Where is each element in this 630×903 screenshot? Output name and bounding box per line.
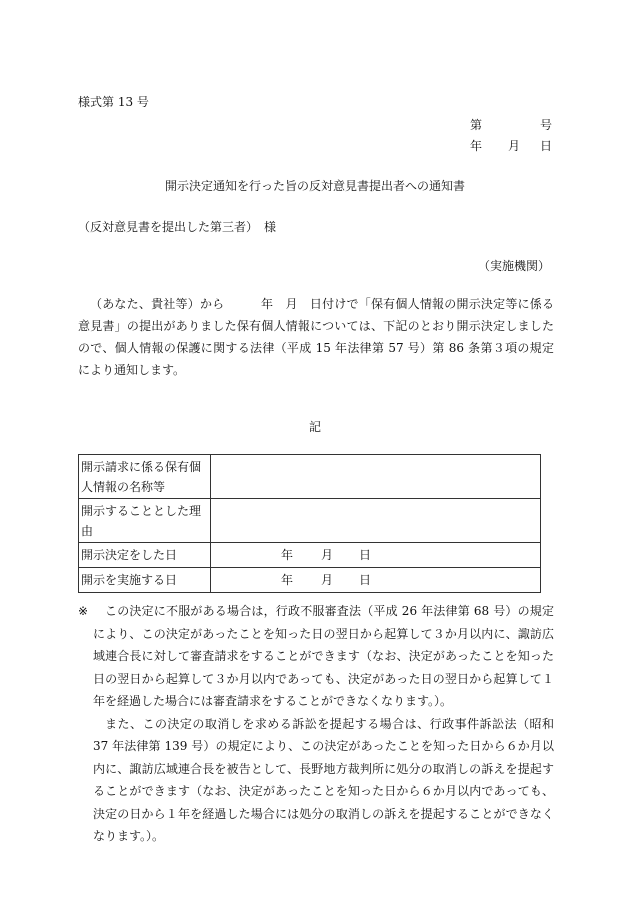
date-year: 年 (470, 139, 483, 153)
note-mark: ※ (78, 604, 89, 618)
date-day: 日 (359, 548, 372, 562)
date-year: 年 (281, 548, 294, 562)
table-row (79, 543, 541, 568)
notes-section (78, 600, 554, 848)
table-value (211, 499, 541, 543)
ki-heading: 記 (308, 420, 321, 434)
table-date-value (211, 543, 541, 568)
addressee: （反対意見書を提出した第三者） 様 (78, 220, 277, 234)
table-value (211, 455, 541, 499)
table-label: 開示することとした理由 (79, 499, 211, 543)
table-row (79, 499, 541, 543)
number-prefix: 第 (470, 118, 483, 132)
body-text: （あなた、貴社等）から 年 月 日付けで「保有個人情報の開示決定等に係る意見書」の提出がありました保有個人情報については、下記のとおり開示決定しましたので、個人情報の保護に関する法律（平成 15 年法律第 57 号）第 86 条第３項の規定により通知します。 (78, 297, 554, 377)
form-number: 様式第 13 号 (78, 95, 149, 109)
table-label: 開示決定をした日 (79, 543, 211, 568)
document-title: 開示決定通知を行った旨の反対意見書提出者への通知書 (164, 179, 465, 193)
note-paragraph: また、この決定の取消しを求める訴訟を提起する場合は、行政事件訴訟法（昭和 37 年法律第 139 号）の規定により、この決定があったことを知った日から６か月以内に、諏訪広域連合長を被告として、長野地方裁判所に処分の取消しの訴えを提起することができます（なお、決定があったことを知った日から６か月以内であっても、決定の日から１年を経過した場合には処分の取消しの訴えを提起することができなくなります。）。 (93, 716, 554, 843)
date-year: 年 (281, 573, 294, 587)
table-label: 開示請求に係る保有個人情報の名称等 (79, 455, 211, 499)
disclosure-table (78, 454, 541, 593)
date-day: 日 (540, 139, 553, 153)
table-row (79, 568, 541, 593)
note-paragraph (78, 600, 554, 713)
date-month: 月 (321, 573, 334, 587)
date-month: 月 (321, 548, 334, 562)
table-label: 開示を実施する日 (79, 568, 211, 593)
note-text: この決定に不服がある場合は，行政不服審査法（平成 26 年法律第 68 号）の規定により、この決定があったことを知った日の翌日から起算して３か月以内に、諏訪広域連合長に対して審査請求をすることができます（なお、決定があったことを知った日の翌日から起算して３か月以内であっても、決定があった日の翌日から起算して１年を経過した場合には審査請求をすることができなくなります。）。 (93, 604, 554, 708)
table-date-value (211, 568, 541, 593)
table-row (79, 455, 541, 499)
date-day: 日 (359, 573, 372, 587)
date-month: 月 (508, 139, 521, 153)
issuing-agency: （実施機関） (477, 259, 550, 273)
number-suffix: 号 (540, 118, 553, 132)
